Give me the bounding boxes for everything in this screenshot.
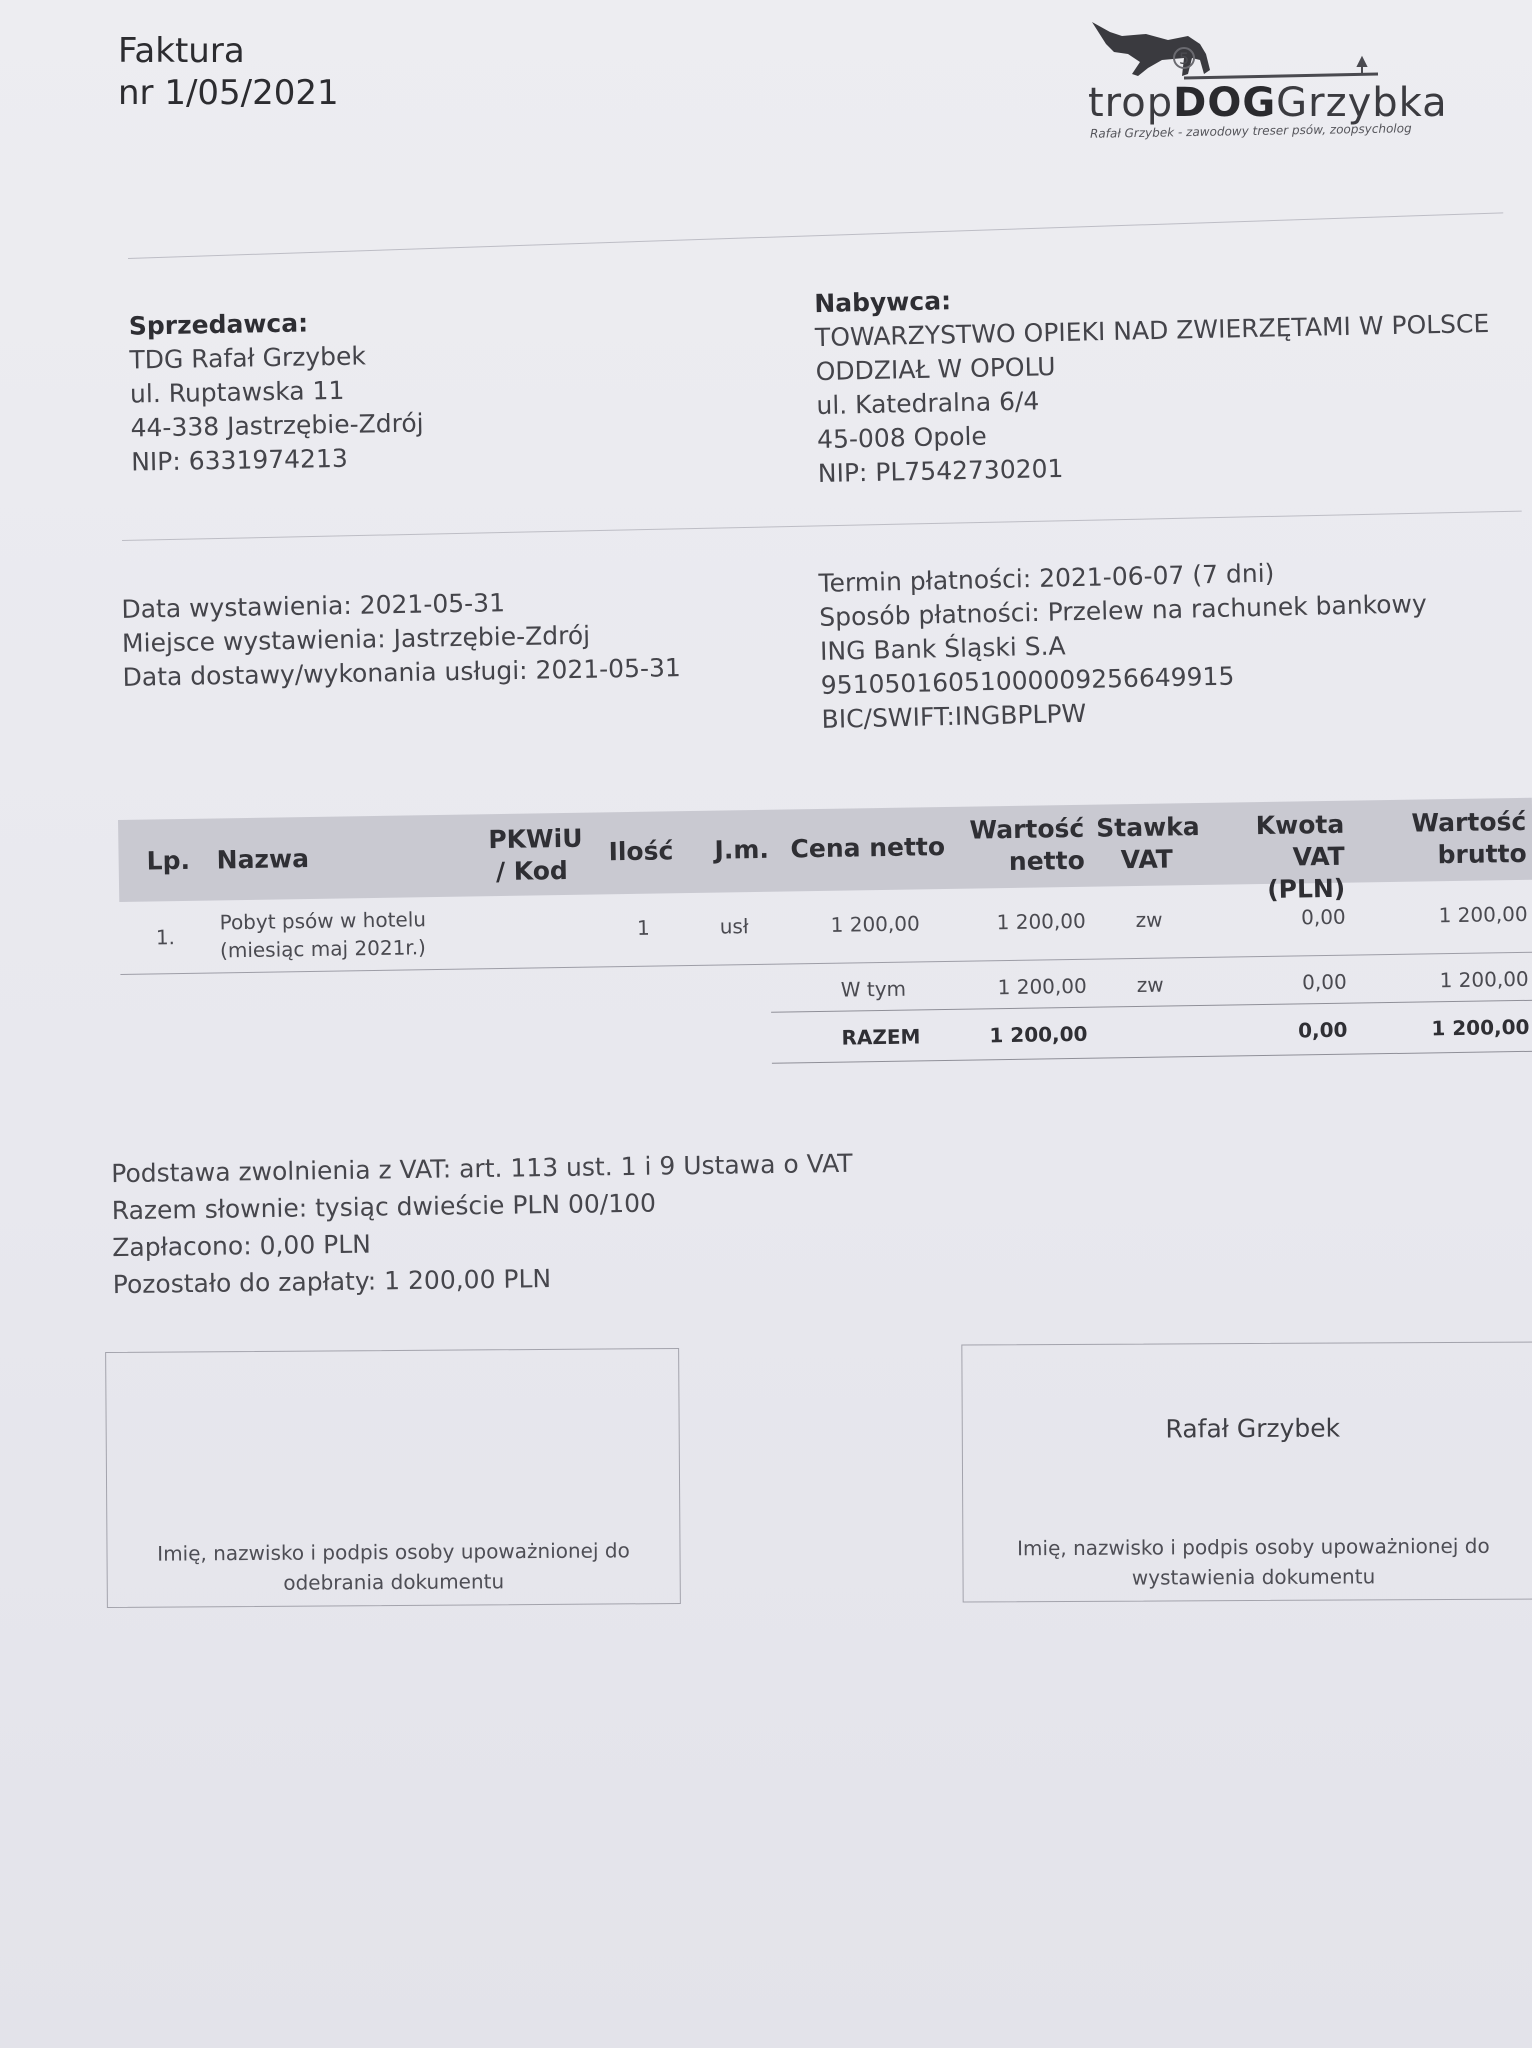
row-lp: 1.: [155, 925, 176, 950]
seller-street: ul. Ruptawska 11: [129, 375, 345, 409]
total-gross: 1 200,00: [1431, 1014, 1530, 1041]
buyer-block: [814, 273, 1493, 491]
col-unit: J.m.: [714, 834, 770, 865]
total-net: 1 200,00: [989, 1021, 1088, 1048]
buyer-branch: ODDZIAŁ W OPOLU: [815, 352, 1056, 387]
total-label: RAZEM: [841, 1024, 921, 1050]
row-unit: usł: [719, 914, 749, 939]
issuer-signature-box: [961, 1341, 1532, 1602]
buyer-city: 45-008 Opole: [816, 421, 988, 455]
receiver-signature-caption: Imię, nazwisko i podpis osoby upoważnionej do odebrania dokumentu: [157, 1538, 630, 1595]
amount-in-words: Razem słownie: tysiąc dwieście PLN 00/100: [111, 1188, 657, 1226]
seller-name: TDG Rafał Grzybek: [129, 341, 367, 375]
col-price: Cena netto: [790, 832, 946, 864]
issuer-name: Rafał Grzybek: [1165, 1413, 1341, 1444]
col-gross: Wartość brutto: [1411, 806, 1527, 870]
dates-block: [121, 583, 681, 695]
bank-name: ING Bank Śląski S.A: [819, 631, 1066, 666]
invoice-title: [118, 30, 339, 114]
logo-badge: 5: [1179, 49, 1190, 68]
in-which-net: 1 200,00: [997, 973, 1087, 1000]
bank-account: 95105016051000009256649915: [820, 661, 1235, 700]
logo-tagline: Rafał Grzybek - zawodowy treser psów, zoopsycholog: [1089, 121, 1412, 141]
bic-swift: BIC/SWIFT:INGBPLPW: [821, 698, 1087, 734]
col-qty: Ilość: [608, 836, 674, 867]
buyer-name: TOWARZYSTWO OPIEKI NAD ZWIERZĘTAMI W POLSCE: [814, 308, 1490, 353]
row-price: 1 200,00: [830, 911, 920, 937]
delivery-date: Data dostawy/wykonania usługi: 2021-05-31: [122, 653, 682, 692]
col-vat: Kwota VAT (PLN): [1255, 809, 1346, 904]
payment-method: Sposób płatności: Przelew na rachunek bankowy: [818, 589, 1428, 632]
logo-brand: tropDOGGrzybka: [1088, 80, 1448, 126]
payment-block: [818, 553, 1429, 737]
row-qty: 1: [636, 915, 650, 940]
col-net: Wartość netto: [969, 813, 1085, 877]
in-which-label: W tym: [840, 976, 907, 1002]
receiver-signature-box: [105, 1348, 681, 1608]
seller-block: [129, 304, 425, 479]
seller-heading: Sprzedawca:: [128, 308, 309, 341]
buyer-heading: Nabywca:: [813, 286, 952, 319]
invoice-title-label: Faktura: [118, 31, 245, 71]
amount-remaining: Pozostało do zapłaty: 1 200,00 PLN: [112, 1264, 552, 1300]
vat-exemption-basis: Podstawa zwolnienia z VAT: art. 113 ust. 1 i 9 Ustawa o VAT: [111, 1148, 853, 1189]
amount-paid: Zapłacono: 0,00 PLN: [112, 1229, 372, 1263]
row-name: Pobyt psów w hotelu (miesiąc maj 2021r.): [219, 907, 427, 963]
col-lp: Lp.: [146, 845, 191, 876]
items-table: [118, 798, 1532, 1071]
row-net: 1 200,00: [996, 908, 1086, 935]
col-name: Nazwa: [216, 844, 310, 875]
issue-date: Data wystawienia: 2021-05-31: [121, 588, 506, 624]
seller-nip: NIP: 6331974213: [130, 443, 348, 477]
row-gross: 1 200,00: [1438, 901, 1528, 928]
payment-due: Termin płatności: 2021-06-07 (7 dni): [818, 558, 1275, 598]
issuer-signature-caption: Imię, nazwisko i podpis osoby upoważnionej do wystawienia dokumentu: [1017, 1533, 1490, 1590]
total-bottom-line: [772, 1051, 1532, 1064]
notes-block: [111, 1145, 854, 1303]
invoice-number: nr 1/05/2021: [118, 73, 339, 113]
buyer-street: ul. Katedralna 6/4: [816, 386, 1040, 421]
in-which-vat: 0,00: [1301, 969, 1347, 995]
middle-divider: [122, 511, 1522, 541]
issue-place: Miejsce wystawienia: Jastrzębie-Zdrój: [121, 620, 591, 658]
col-pkwiu: PKWiU / Kod: [488, 823, 583, 887]
row-rate: zw: [1135, 907, 1163, 933]
in-which-gross: 1 200,00: [1439, 966, 1529, 993]
col-rate: Stawka VAT: [1096, 812, 1200, 875]
in-which-rate: zw: [1136, 972, 1164, 998]
buyer-nip: NIP: PL7542730201: [817, 453, 1064, 489]
total-vat: 0,00: [1297, 1017, 1348, 1043]
top-divider: [128, 212, 1503, 259]
row-vat: 0,00: [1300, 904, 1346, 930]
seller-city: 44-338 Jastrzębie-Zdrój: [130, 408, 424, 443]
